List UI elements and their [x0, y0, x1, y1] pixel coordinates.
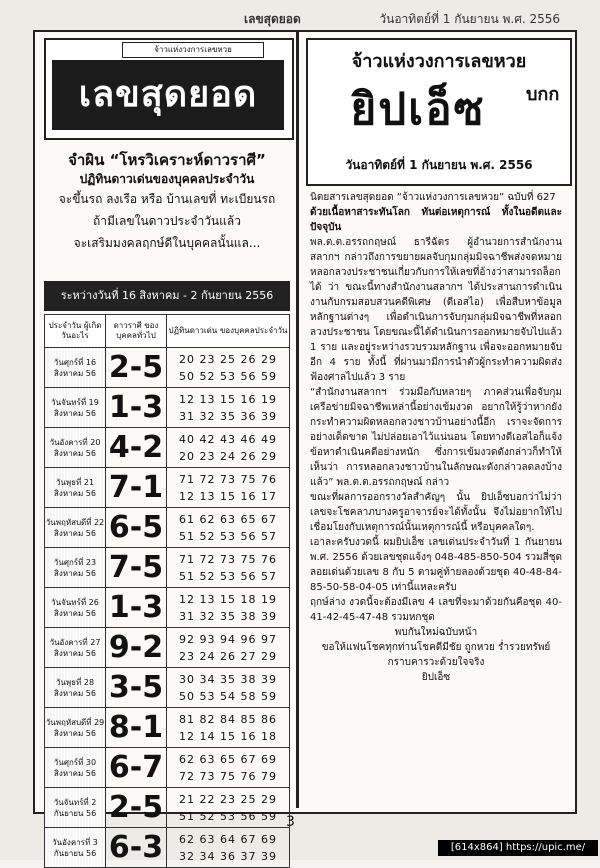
signoff-1: พบกันใหม่ฉบับหน้า [394, 627, 478, 638]
row-day: วันพุธที่ 28 สิงหาคม 56 [45, 668, 106, 708]
signoff-2: ขอให้แฟนโชคทุกท่านโชคดีมีชัย ถูกหวย ร่ำรวยทรัพย์ [321, 642, 551, 653]
left-logo-box [44, 38, 294, 140]
row-main-number: 7-1 [106, 468, 167, 508]
row-main-number: 2-5 [106, 788, 167, 828]
row-numbers-line-1: 40 42 43 46 49 [179, 432, 277, 446]
row-number-set [167, 548, 290, 588]
row-number-set [167, 708, 290, 748]
table-header-numbers: ปฏิทินดาวเด่น ของบุคคลประจำวัน [167, 315, 290, 348]
table-row [45, 788, 290, 828]
table-row [45, 508, 290, 548]
column-divider [296, 32, 299, 808]
row-numbers-line-1: 12 13 15 18 19 [179, 592, 277, 606]
row-number-set [167, 388, 290, 428]
intro-line-2: ถ้ามีเลขในดาวประจำวันแล้ว [93, 214, 241, 228]
row-numbers-line-1: 21 22 23 25 29 [179, 792, 277, 806]
date-range-bar: ระหว่างวันที่ 16 สิงหาคม - 2 กันยายน 2556 [44, 281, 290, 311]
page-number: 3 [286, 814, 295, 830]
row-day: วันศุกร์ที่ 16 สิงหาคม 56 [45, 348, 106, 388]
table-row [45, 588, 290, 628]
row-day: วันอังคารที่ 27 สิงหาคม 56 [45, 628, 106, 668]
intro-line-1: จะขึ้นรถ ลงเรือ หรือ บ้านเลขที่ ทะเบียนรถ [58, 192, 276, 206]
row-day: วันศุกร์ที่ 30 สิงหาคม 56 [45, 748, 106, 788]
row-main-number: 3-5 [106, 668, 167, 708]
row-main-number: 1-3 [106, 388, 167, 428]
page-header [0, 4, 600, 30]
table-body [45, 348, 290, 868]
header-date: วันอาทิตย์ที่ 1 กันยายน พ.ศ. 2556 [379, 12, 560, 26]
row-numbers-line-2: 51 52 53 56 57 [179, 529, 277, 543]
row-main-number: 7-5 [106, 548, 167, 588]
row-number-set [167, 508, 290, 548]
row-day: วันพฤหัสบดีที่ 29 สิงหาคม 56 [45, 708, 106, 748]
row-day: วันจันทร์ที่ 2 กันยายน 56 [45, 788, 106, 828]
row-numbers-line-2: 23 24 26 27 29 [179, 649, 277, 663]
signoff-4: ยิปเอ็ซ [421, 672, 451, 683]
row-numbers-line-2: 12 14 15 16 18 [179, 729, 277, 743]
row-day: วันศุกร์ที่ 23 สิงหาคม 56 [45, 548, 106, 588]
row-main-number: 9-2 [106, 628, 167, 668]
row-numbers-line-1: 61 62 63 65 67 [179, 512, 277, 526]
row-numbers-line-2: 50 53 54 58 59 [179, 689, 277, 703]
row-numbers-line-2: 20 23 24 26 29 [179, 449, 277, 463]
article-body [310, 190, 562, 685]
row-main-number: 1-3 [106, 588, 167, 628]
row-numbers-line-1: 12 13 15 16 19 [179, 392, 277, 406]
intro-line-3: จะเสริมมงคลฤกษ์ดีในบุคคลนั้นแล... [73, 236, 261, 250]
row-numbers-line-2: 31 32 35 36 39 [179, 409, 277, 423]
row-numbers-line-2: 31 32 35 38 39 [179, 609, 277, 623]
masthead: เลขสุดยอด [244, 12, 301, 26]
row-number-set [167, 468, 290, 508]
lucky-number-table [44, 314, 290, 868]
left-headline-block [44, 150, 290, 254]
row-numbers-line-2: 72 73 75 76 79 [179, 769, 277, 783]
article-intro: นิตยสารเลขสุดยอด “จ้าวแห่งวงการเลขหวย” ฉบับที่ 627 [310, 192, 556, 203]
row-number-set [167, 628, 290, 668]
row-main-number: 4-2 [106, 428, 167, 468]
row-numbers-line-1: 71 72 73 75 76 [179, 472, 277, 486]
table-row [45, 548, 290, 588]
brand-date: วันอาทิตย์ที่ 1 กันยายน พ.ศ. 2556 [345, 158, 533, 172]
table-row [45, 748, 290, 788]
row-numbers-line-1: 20 23 25 26 29 [179, 352, 277, 366]
row-number-set [167, 428, 290, 468]
table-row [45, 468, 290, 508]
row-number-set [167, 788, 290, 828]
row-number-set [167, 348, 290, 388]
brand-name: ยิปเอ็ซ [350, 84, 486, 135]
row-numbers-line-2: 50 52 53 56 59 [179, 369, 277, 383]
row-numbers-line-2: 51 52 53 56 59 [179, 809, 277, 823]
article-intro-bold: ด้วยเนื้อหาสาระทันโลก ทันต่อเหตุการณ์ ทั้งในอดีตและปัจจุบัน [310, 207, 562, 233]
row-number-set [167, 748, 290, 788]
row-numbers-line-2: 32 34 36 37 39 [179, 849, 277, 863]
row-day: วันจันทร์ที่ 26 สิงหาคม 56 [45, 588, 106, 628]
row-numbers-line-2: 12 13 15 16 17 [179, 489, 277, 503]
row-numbers-line-1: 62 63 65 67 69 [179, 752, 277, 766]
row-main-number: 6-3 [106, 828, 167, 868]
article-paragraph-4: เอาละครับงวดนี้ ผมยิปเอ็ซ เลขเด่นประจำวันที่ 1 กันยายน พ.ศ. 2556 ด้วยเลขชุดแจ้งๆ 048-485-850-504 รวมสี่ชุด ลอยเด่นด้วยเลข 8 กับ 5 ตามคู่ท้ายลองด้วยชุด 40-48-84-85-50-58-04-05 เท่านี้แหละครับ [310, 537, 562, 593]
table-row [45, 628, 290, 668]
brand-side-label: บกก [526, 84, 560, 105]
article-paragraph-3: ขณะที่ผลการออกรางวัลสำคัญๆ นั้น ยิปเอ็ซบอกว่าไม่ว่าเลขจะโชคลาภบางครูอาจารย์จะได้ทั้งนั้น จึงไม่อยากให้ไปเชื่อมโยงกับเหตุการณ์นั้นเหตุการณ์นี้ หรือบุคคลใดๆ. [310, 492, 562, 533]
row-day: วันพุธที่ 21 สิงหาคม 56 [45, 468, 106, 508]
row-day: วันจันทร์ที่ 19 สิงหาคม 56 [45, 388, 106, 428]
row-numbers-line-1: 71 72 73 75 76 [179, 552, 277, 566]
row-main-number: 6-5 [106, 508, 167, 548]
row-main-number: 2-5 [106, 348, 167, 388]
row-day: วันพฤหัสบดีที่ 22 สิงหาคม 56 [45, 508, 106, 548]
table-row [45, 828, 290, 868]
brand-box [306, 38, 572, 186]
article-paragraph-1: พล.ต.ต.อรรถกฤษณ์ ธารีฉัตร ผู้อำนวยการสำนักงานสลากฯ กล่าวถึงการขยายผลจับกุมกลุ่มมิจฉาชีพส่งจดหมายหลอกลวงประชาชนเกี่ยวกับการให้เลขที่อ้างว่าสามารถล็อกได้ ว่า ขณะนี้ทางสำนักงานสลากฯ ได้ประสานการดำเนินงานกับกรมสอบสวนคดีพิเศษ (ดีเอสไอ) เพื่อสืบหาข้อมูลหลักฐานต่างๆ เพื่อดำเนินการจับกุมกลุ่มมิจฉาชีพที่หลอกลวงประชาชน โดยขณะนี้ได้ดำเนินการออกหมายจับไปแล้ว 1 ราย และอยู่ระหว่างรวบรวมหลักฐาน เพื่อจะออกหมายจับอีก 4 ราย ทั้งนี้ ที่ผ่านมามีการนำตัวผู้กระทำความผิดส่งฟ้องศาลไปแล้ว 3 ราย [310, 237, 562, 383]
row-numbers-line-2: 51 52 53 56 57 [179, 569, 277, 583]
row-main-number: 8-1 [106, 708, 167, 748]
table-header-star: ดาวราศี ของบุคคลทั่วไป [106, 315, 167, 348]
table-row [45, 668, 290, 708]
logo-text: เลขสุดยอด [52, 60, 284, 130]
signoff-3: กราบคารวะด้วยใจจริง [387, 657, 485, 668]
row-day: วันอังคารที่ 3 กันยายน 56 [45, 828, 106, 868]
brand-tagline: จ้าวแห่งวงการเลขหวย [351, 51, 527, 72]
row-numbers-line-1: 30 34 35 38 39 [179, 672, 277, 686]
table-row [45, 708, 290, 748]
table-row [45, 388, 290, 428]
row-numbers-line-1: 92 93 94 96 97 [179, 632, 277, 646]
table-row [45, 428, 290, 468]
row-day: วันอังคารที่ 20 สิงหาคม 56 [45, 428, 106, 468]
row-numbers-line-1: 81 82 84 85 86 [179, 712, 277, 726]
row-number-set [167, 668, 290, 708]
row-numbers-line-1: 62 63 64 67 69 [179, 832, 277, 846]
watermark-url: [614x864] https://upic.me/ [438, 840, 598, 856]
table-row [45, 348, 290, 388]
headline-subtitle: ปฏิทินดาวเด่นของบุคคลประจำวัน [79, 172, 255, 186]
row-main-number: 6-7 [106, 748, 167, 788]
headline-title: จำผิน “โหรวิเคราะห์ดาวราศี” [68, 151, 266, 169]
table-header-day: ประจำวัน ผู้เกิดวันอะไร [45, 315, 106, 348]
row-number-set [167, 828, 290, 868]
article-paragraph-5: ฤกษ์ล่าง งวดนี้จะต้องมีเลข 4 เลขที่จะมาด้วยกันคือชุด 40-41-42-45-47-48 รวมหกชุด [310, 597, 562, 623]
article-paragraph-2: “สำนักงานสลากฯ ร่วมมือกับหลายๆ ภาคส่วนเพื่อจับกุมเครือข่ายมิจฉาชีพเหล่านี้อย่างเข้มงวด อยากให้รู้ว่าหากยังกระทำความผิดหลอกลวงชาวบ้านอย่างนี้อีก เราจะจัดการอย่างเด็ดขาด ไม่ปล่อยเอาไว้แน่นอน โดยทางดีเอสไอก็แจ้งข้อหาดำเนินคดีอย่างหนัก ซึ่งการเข้มงวดดังกล่าวก็ทำให้เห็นว่า การหลอกลวงชาวบ้านในลักษณะดังกล่าวลดลงบ้างแล้ว” พล.ต.ต.อรรถกฤษณ์ กล่าว [310, 387, 562, 488]
row-number-set [167, 588, 290, 628]
logo-tag: จ้าวแห่งวงการเลขหวย [122, 42, 264, 58]
